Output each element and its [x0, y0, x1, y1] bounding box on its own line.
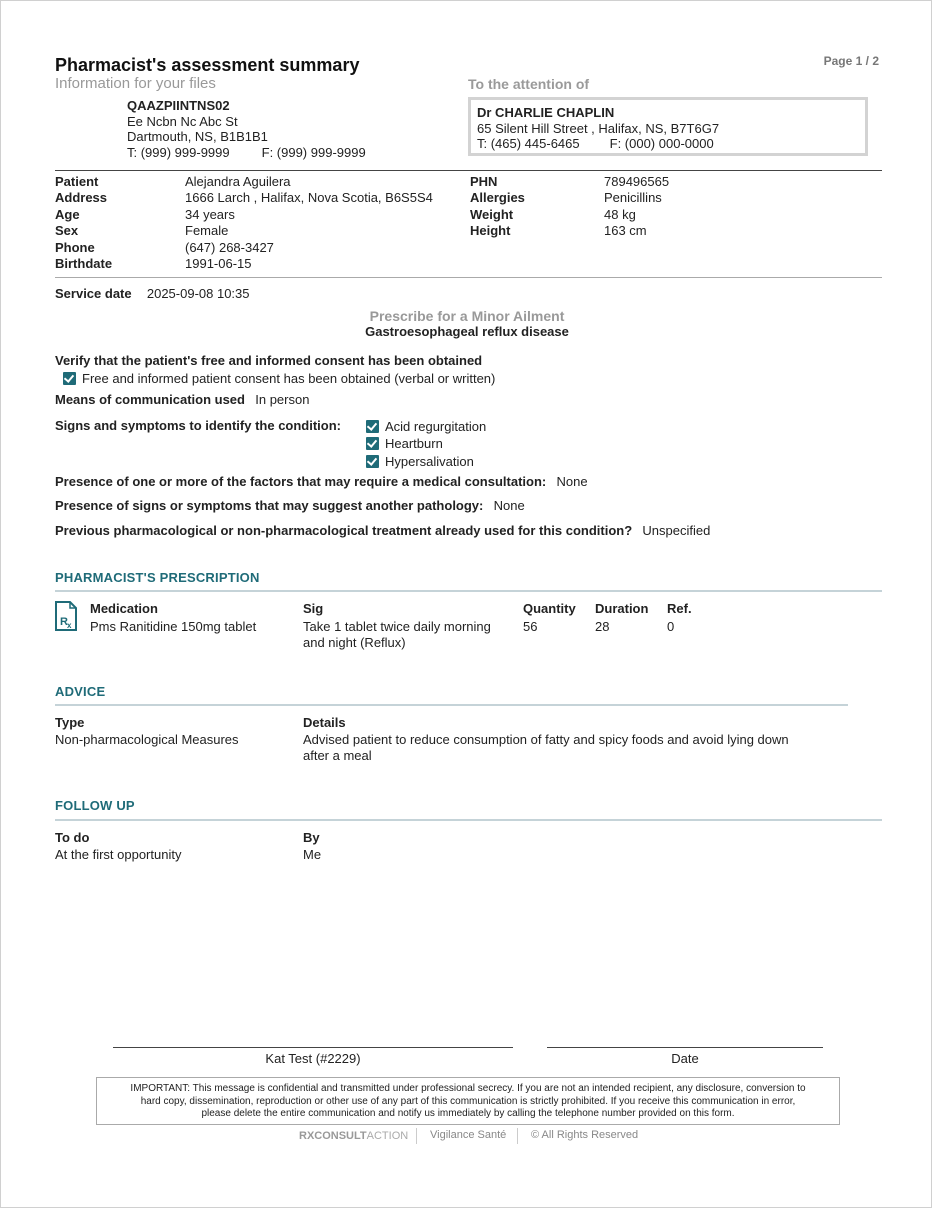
ref-value: 0	[667, 619, 675, 634]
pharmacy-city: Dartmouth, NS, B1B1B1	[127, 129, 268, 144]
consent-answer-row	[63, 371, 495, 386]
pharmacy-fax: F: (999) 999-9999	[261, 144, 366, 160]
brand-divider	[416, 1128, 417, 1144]
header-divider	[55, 170, 882, 171]
pathology-value: None	[493, 498, 525, 513]
advice-type-value: Non-pharmacological Measures	[55, 732, 239, 747]
prescription-section-title: PHARMACIST'S PRESCRIPTION	[55, 570, 260, 585]
advice-section-title: ADVICE	[55, 684, 106, 699]
ref-header: Ref.	[667, 601, 692, 616]
sex-label: Sex	[55, 223, 79, 239]
patient-labels-left	[55, 174, 112, 272]
symptom-item: Acid regurgitation	[366, 418, 486, 435]
service-date-value: 2025-09-08 10:35	[146, 286, 250, 301]
allergies-label: Allergies	[470, 190, 525, 206]
previous-treatment-row	[55, 523, 710, 538]
doctor-name: Dr CHARLIE CHAPLIN	[477, 105, 615, 120]
sig-header: Sig	[303, 601, 324, 616]
condition-name: Gastroesophageal reflux disease	[365, 324, 569, 339]
symptoms-list	[366, 418, 486, 470]
pharmacy-name: QAAZPIINTNS02	[127, 98, 230, 113]
address-label: Address	[55, 190, 108, 206]
advice-section-line	[55, 704, 848, 706]
doctor-address: 65 Silent Hill Street , Halifax, NS, B7T6G7	[477, 120, 720, 136]
vigilance-text: Vigilance Santé	[430, 1129, 507, 1141]
factors-value: None	[556, 474, 588, 489]
factors-row	[55, 474, 588, 489]
pathology-label: Presence of signs or symptoms that may suggest another pathology:	[55, 498, 484, 513]
patient-allergies: Penicillins	[604, 190, 662, 206]
pharmacy-phone: T: (999) 999-9999	[127, 144, 230, 160]
rx-icon	[54, 601, 78, 631]
patient-labels-right	[470, 174, 525, 240]
attention-label: To the attention of	[468, 76, 590, 92]
phone-label: Phone	[55, 239, 95, 255]
patient-sex: Female	[185, 223, 229, 239]
service-type: Prescribe for a Minor Ailment	[369, 308, 565, 324]
brand-divider	[517, 1128, 518, 1144]
quantity-header: Quantity	[523, 601, 576, 616]
communication-label: Means of communication used	[55, 392, 245, 407]
checkbox-checked-icon	[366, 420, 379, 433]
advice-details-header: Details	[303, 715, 346, 730]
communication-row	[55, 392, 309, 407]
phn-label: PHN	[470, 174, 498, 189]
pharmacy-contact	[127, 145, 366, 161]
follow-up-section-line	[55, 819, 882, 821]
advice-type-header: Type	[55, 715, 85, 730]
birthdate-label: Birthdate	[55, 256, 113, 272]
by-header: By	[303, 830, 320, 845]
pathology-row	[55, 498, 525, 513]
duration-header: Duration	[595, 601, 649, 616]
patient-age: 34 years	[185, 206, 235, 222]
medication-value: Pms Ranitidine 150mg tablet	[90, 619, 257, 634]
consent-answer: Free and informed patient consent has been obtained (verbal or written)	[82, 371, 496, 386]
consent-question: Verify that the patient's free and informed consent has been obtained	[55, 353, 483, 368]
factors-label: Presence of one or more of the factors that may require a medical consultation:	[55, 474, 547, 489]
checkbox-checked-icon	[366, 455, 379, 468]
patient-weight: 48 kg	[604, 206, 636, 222]
todo-header: To do	[55, 830, 90, 845]
checkbox-checked-icon	[366, 437, 379, 450]
communication-value: In person	[255, 392, 310, 407]
symptoms-label: Signs and symptoms to identify the condition:	[55, 418, 342, 433]
medication-header: Medication	[90, 601, 158, 616]
prescription-section-line	[55, 590, 882, 592]
duration-value: 28	[595, 619, 610, 634]
doctor-phone: T: (465) 445-6465	[477, 136, 580, 151]
page-number: Page 1 / 2	[823, 54, 879, 68]
rights-text: © All Rights Reserved	[531, 1129, 639, 1141]
service-date-label: Service date	[55, 286, 132, 301]
by-value: Me	[303, 847, 322, 862]
rxconsult-logo: RXCONSULTACTION	[299, 1130, 409, 1142]
checkbox-checked-icon	[63, 372, 76, 385]
doctor-box	[468, 97, 868, 156]
pharmacy-street: Ee Ncbn Nc Abc St	[127, 113, 238, 129]
signature-line	[113, 1047, 513, 1048]
previous-treatment-label: Previous pharmacological or non-pharmacological treatment already used for this condition?	[55, 523, 633, 538]
previous-treatment-value: Unspecified	[642, 523, 711, 538]
confidentiality-notice: IMPORTANT: This message is confidential and transmitted under professional secrecy. If you are not an intended recipient, any disclosure, conversion to hard copy, dissemination, reproduction or other use of any part of this communication is strictly prohibited. If you receive this communication in error, please delete the entire communication and notify us immediately by calling the telephone number provided on this form.	[96, 1077, 840, 1125]
follow-up-section-title: FOLLOW UP	[55, 798, 135, 813]
patient-address: 1666 Larch , Halifax, Nova Scotia, B6S5S4	[185, 190, 433, 206]
symptom-item: Heartburn	[366, 435, 486, 452]
sig-value: Take 1 tablet twice daily morning and night (Reflux)	[303, 619, 491, 650]
doctor-contact	[477, 136, 859, 152]
page-title: Pharmacist's assessment summary	[55, 55, 360, 75]
svg-text:x: x	[67, 621, 72, 630]
advice-details-value: Advised patient to reduce consumption of fatty and spicy foods and avoid lying down after a meal	[303, 732, 789, 763]
pharmacy-block	[127, 98, 366, 160]
signature-name: Kat Test (#2229)	[265, 1051, 361, 1066]
service-date-row	[55, 286, 250, 301]
patient-birthdate: 1991-06-15	[185, 256, 252, 272]
patient-phone: (647) 268-3427	[185, 239, 274, 255]
patient-name: Alejandra Aguilera	[185, 174, 291, 189]
patient-height: 163 cm	[604, 223, 647, 239]
weight-label: Weight	[470, 206, 514, 222]
date-line	[547, 1047, 823, 1048]
patient-divider	[55, 277, 882, 278]
patient-label: Patient	[55, 174, 99, 189]
patient-phn: 789496565	[604, 174, 670, 189]
patient-values-left	[185, 174, 433, 272]
height-label: Height	[470, 223, 511, 239]
svg-text:R: R	[60, 616, 68, 628]
patient-values-right	[604, 174, 669, 240]
symptom-item: Hypersalivation	[366, 453, 486, 470]
date-label: Date	[671, 1051, 699, 1066]
quantity-value: 56	[523, 619, 538, 634]
page-subtitle: Information for your files	[55, 75, 216, 92]
doctor-fax: F: (000) 000-0000	[609, 136, 714, 151]
age-label: Age	[55, 206, 80, 222]
todo-value: At the first opportunity	[55, 847, 182, 862]
